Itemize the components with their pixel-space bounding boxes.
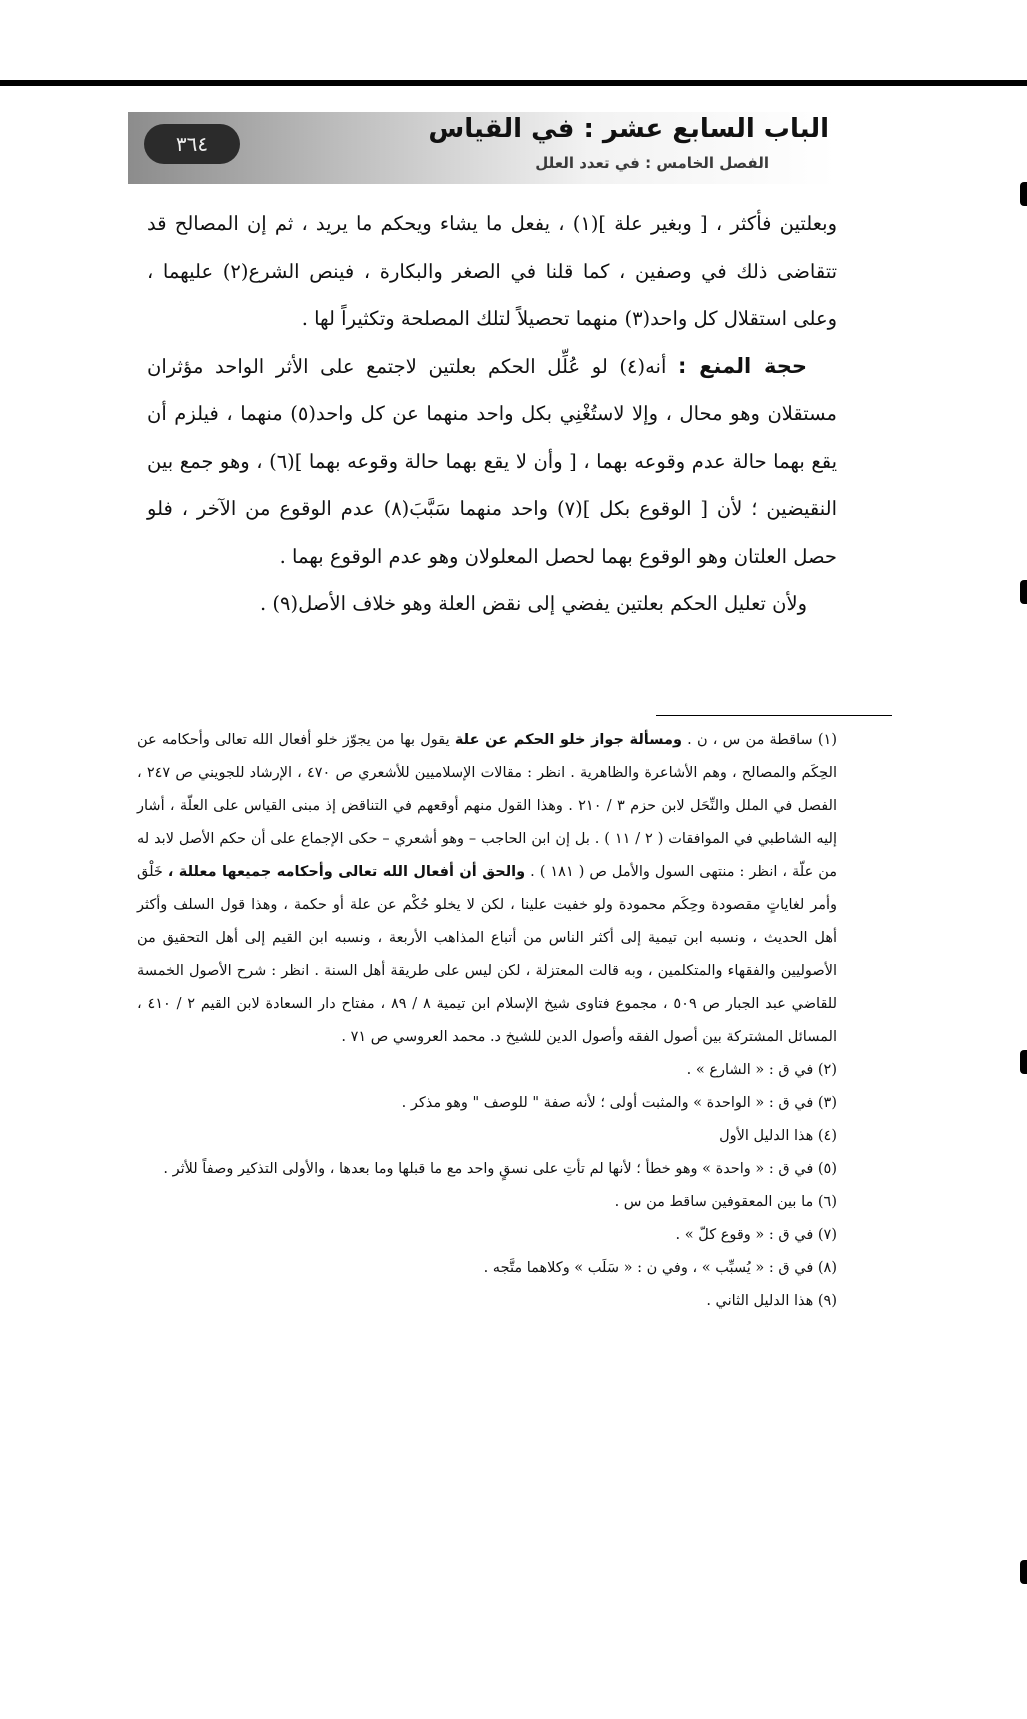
page-number: ٣٦٤ bbox=[144, 124, 240, 164]
footnote-3: (٣) في ق : « الواحدة » والمثبت أولى ؛ لأنه صفة " للوصف " وهو مذكر . bbox=[401, 1095, 837, 1111]
section-title: الفصل الخامس : في تعدد العلل bbox=[535, 154, 769, 172]
paragraph-2-label: حجة المنع : bbox=[678, 353, 807, 378]
main-text bbox=[147, 200, 837, 628]
paragraph-3: ولأن تعليل الحكم بعلتين يفضي إلى نقض العلة وهو خلاف الأصل(٩) . bbox=[260, 592, 807, 615]
footnote-6: (٦) ما بين المعقوفين ساقط من س . bbox=[614, 1194, 837, 1210]
paragraph-1: وبعلتين فأكثر ، [ وبغير علة ](١) ، يفعل ما يشاء ويحكم ما يريد ، ثم إن المصالح قد تتقاضى ذلك في وصفين ، كما قلنا في الصغر والبكارة ، فينص الشرع(٢) عليهما ، وعلى استقلال كل واحد(٣) منهما تحصيلاً لتلك المصلحة وتكثيراً لها . bbox=[147, 212, 838, 330]
footnote-1-bold: ومسألة جواز خلو الحكم عن علة bbox=[454, 732, 682, 748]
footnote-1-text-2: خَلْق وأمر لغاياتٍ مقصودة وحِكَم محمودة ولو خفيت علينا ، لكن لا يخلو حُكْم عن علة أو حكمة ، وهذا قول السلف وأكثر أهل الحديث ، ونسبه ابن تيمية إلى أكثر الناس من أتباع المذاهب الأربعة ، ونسبه ابن القيم إلى أهل التحقيق من الأصوليين والفقهاء والمتكلمين ، وبه قالت المعتزلة ، لكن ليس على طريقة أهل السنة . انظر : شرح الأصول الخمسة للقاضي عبد الجبار ص ٥٠٩ ، مجموع فتاوى شيخ الإسلام ابن تيمية ٨ / ٨٩ ، مفتاح دار السعادة لابن القيم ٢ / ٤١٠ ، المسائل المشتركة بين أصول الفقه وأصول الدين للشيخ د. محمد العروسي ص ٧١ . bbox=[137, 864, 837, 1045]
footnote-1 bbox=[137, 724, 837, 1054]
scan-edge-mark bbox=[1020, 1560, 1027, 1584]
top-rule bbox=[0, 80, 1027, 86]
scan-edge-mark bbox=[1020, 182, 1027, 206]
footnote-1-bold-2: والحق أن أفعال الله تعالى وأحكامه جميعها معللة ، bbox=[167, 864, 526, 880]
paragraph-2 bbox=[147, 343, 837, 581]
footnote-8: (٨) في ق : « يُسبِّب » ، وفي ن : « سَلَب » وكلاهما متَّجه . bbox=[483, 1260, 837, 1276]
chapter-title: الباب السابع عشر : في القياس bbox=[428, 114, 829, 144]
scan-edge-mark bbox=[1020, 580, 1027, 604]
footnote-1-lead: (١) ساقطة من س ، ن . bbox=[687, 732, 838, 748]
footnotes bbox=[137, 724, 837, 1318]
paragraph-2-text: أنه(٤) لو عُلِّل الحكم بعلتين لاجتمع على الأثر الواحد مؤثران مستقلان وهو محال ، وإلا لاستُغْنِي بكل واحد منهما عن كل واحد(٥) منهما ، فيلزم أن يقع بهما حالة عدم وقوعه بهما ، [ وأن لا يقع بهما حالة وقوعه بهما ](٦) ، وهو جمع بين النقيضين ؛ لأن [ الوقوع بكل ](٧) واحد منهما سَبَّبَ(٨) عدم الوقوع من الآخر ، فلو حصل العلتان وهو الوقوع بهما لحصل المعلولان وهو عدم الوقوع بهما . bbox=[147, 354, 837, 568]
footnote-divider bbox=[656, 715, 892, 716]
footnote-5: (٥) في ق : « واحدة » وهو خطأ ؛ لأنها لم تأتِ على نسقٍ واحد مع ما قبلها وما بعدها ، والأولى التذكير وصفاً للأثر . bbox=[163, 1161, 837, 1177]
footnote-9: (٩) هذا الدليل الثاني . bbox=[706, 1293, 837, 1309]
scan-edge-mark bbox=[1020, 1050, 1027, 1074]
footnote-2: (٢) في ق : « الشارع » . bbox=[686, 1062, 837, 1078]
footnote-7: (٧) في ق : « وقوع كلّ » . bbox=[675, 1227, 837, 1243]
footnote-4: (٤) هذا الدليل الأول bbox=[719, 1128, 837, 1144]
footnote-1-text: يقول بها من يجوّز خلو أفعال الله تعالى وأحكامه عن الحِكَم والمصالح ، وهم الأشاعرة والظاهرية . انظر : مقالات الإسلاميين للأشعري ص ٤٧٠ ، الإرشاد للجويني ص ٢٤٧ ، الفصل في الملل والنِّحَل لابن حزم ٣ / ٢١٠ . وهذا القول منهم أوقعهم في التناقض إذ مبنى القياس على العلّة ، أشار إليه الشاطبي في الموافقات ( ٢ / ١١ ) . بل إن ابن الحاجب – وهو أشعري – حكى الإجماع على أن حكم الأصل لابد له من علّة ، انظر : منتهى السول والأمل ص ( ١٨١ ) . bbox=[137, 732, 838, 880]
